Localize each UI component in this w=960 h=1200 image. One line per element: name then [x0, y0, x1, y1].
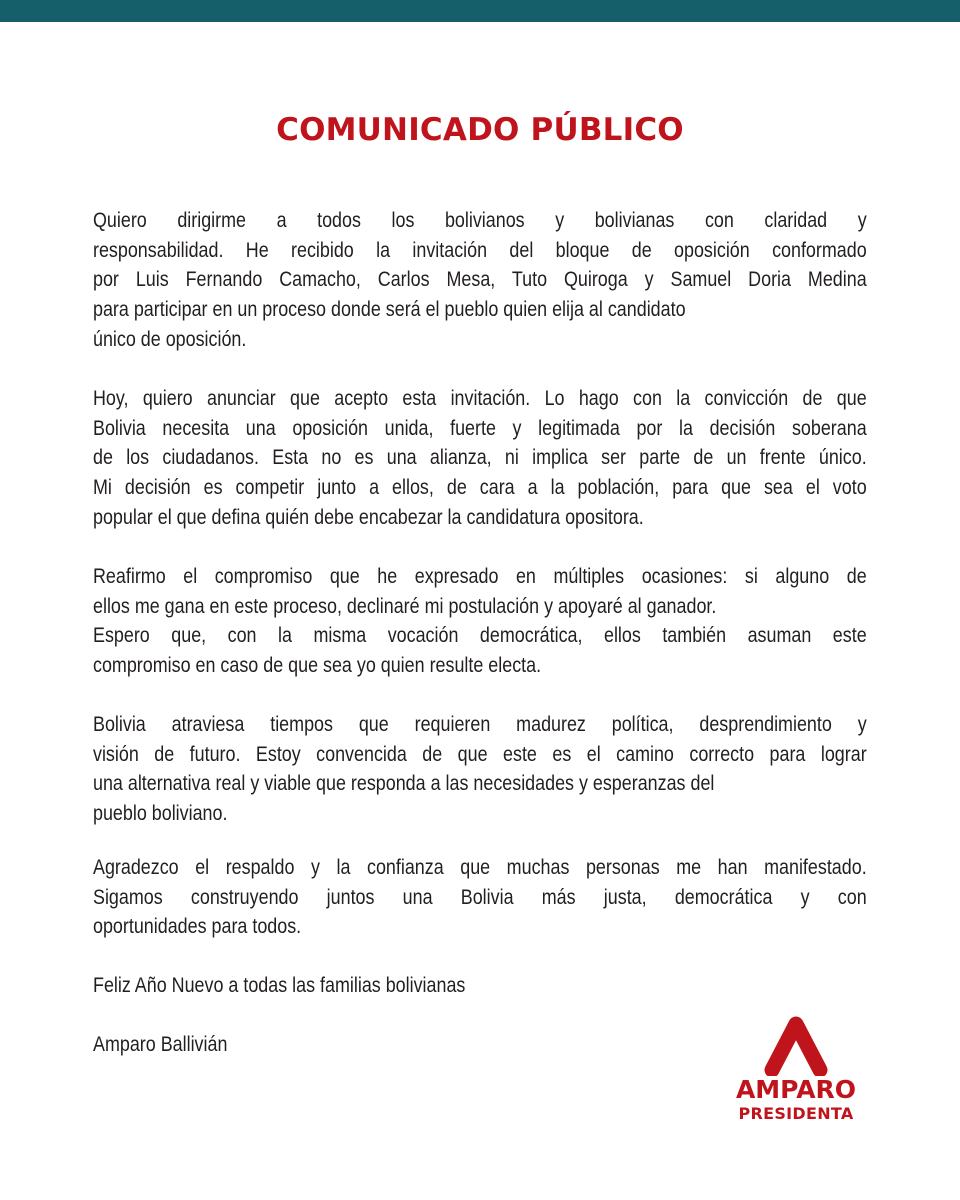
text-line: Espero que, con la misma vocación democrática, ellos también asuman este	[93, 624, 867, 648]
greeting	[93, 971, 867, 1001]
text-line: compromiso en caso de que sea yo quien resulte electa.	[93, 654, 542, 678]
text-line: Reafirmo el compromiso que he expresado en múltiples ocasiones: si alguno de	[93, 565, 867, 588]
paragraph-4	[93, 710, 867, 829]
text-line: responsabilidad. He recibido la invitación del bloque de oposición conformado	[93, 238, 867, 262]
paragraph-3	[93, 562, 867, 681]
text-line: Quiero dirigirme a todos los bolivianos y bolivianas con claridad y	[93, 209, 867, 232]
paragraph-2	[93, 384, 867, 532]
text-line: Agradezco el respaldo y la confianza que muchas personas me han manifestado.	[93, 856, 867, 879]
text-line: Sigamos construyendo juntos una Bolivia más justa, democrática y con	[93, 885, 867, 909]
text-line: oportunidades para todos.	[93, 915, 302, 939]
text-line: Bolivia atraviesa tiempos que requieren madurez política, desprendimiento y	[93, 713, 867, 736]
text-line: popular el que defina quién debe encabezar la candidatura opositora.	[93, 505, 644, 529]
text-line: para participar en un proceso donde será el pueblo quien elija al candidato	[93, 298, 686, 322]
paragraph-5	[93, 853, 867, 942]
logo-text-presidenta: PRESIDENTA	[738, 1104, 854, 1123]
text-line: de los ciudadanos. Esta no es una alianza, ni implica ser parte de un frente único.	[93, 446, 867, 470]
text-line: visión de futuro. Estoy convencida de que este es el camino correcto para lograr	[93, 742, 867, 766]
top-accent-bar	[0, 0, 960, 22]
text-line: una alternativa real y viable que responda a las necesidades y esperanzas del	[93, 772, 715, 796]
logo-text-amparo: AMPARO	[735, 1075, 857, 1104]
text-line: ellos me gana en este proceso, declinaré mi postulación y apoyaré al ganador.	[93, 594, 717, 618]
text-line: Bolivia necesita una oposición unida, fuerte y legitimada por la decisión soberana	[93, 416, 867, 440]
text-line: Mi decisión es competir junto a ellos, de cara a la población, para que sea el voto	[93, 476, 867, 500]
paragraph-1	[93, 206, 867, 354]
signature-text: Amparo Ballivián	[93, 1033, 228, 1056]
text-line: pueblo boliviano.	[93, 802, 228, 826]
text-line: único de oposición.	[93, 327, 247, 351]
campaign-logo	[716, 1012, 876, 1130]
greeting-text: Feliz Año Nuevo a todas las familias bolivianas	[93, 974, 466, 997]
text-line: Hoy, quiero anunciar que acepto esta invitación. Lo hago con la convicción de que	[93, 387, 867, 410]
document-title: COMUNICADO PÚBLICO	[276, 112, 684, 148]
chevron-up-icon	[716, 1012, 876, 1076]
text-line: por Luis Fernando Camacho, Carlos Mesa, Tuto Quiroga y Samuel Doria Medina	[93, 268, 867, 292]
